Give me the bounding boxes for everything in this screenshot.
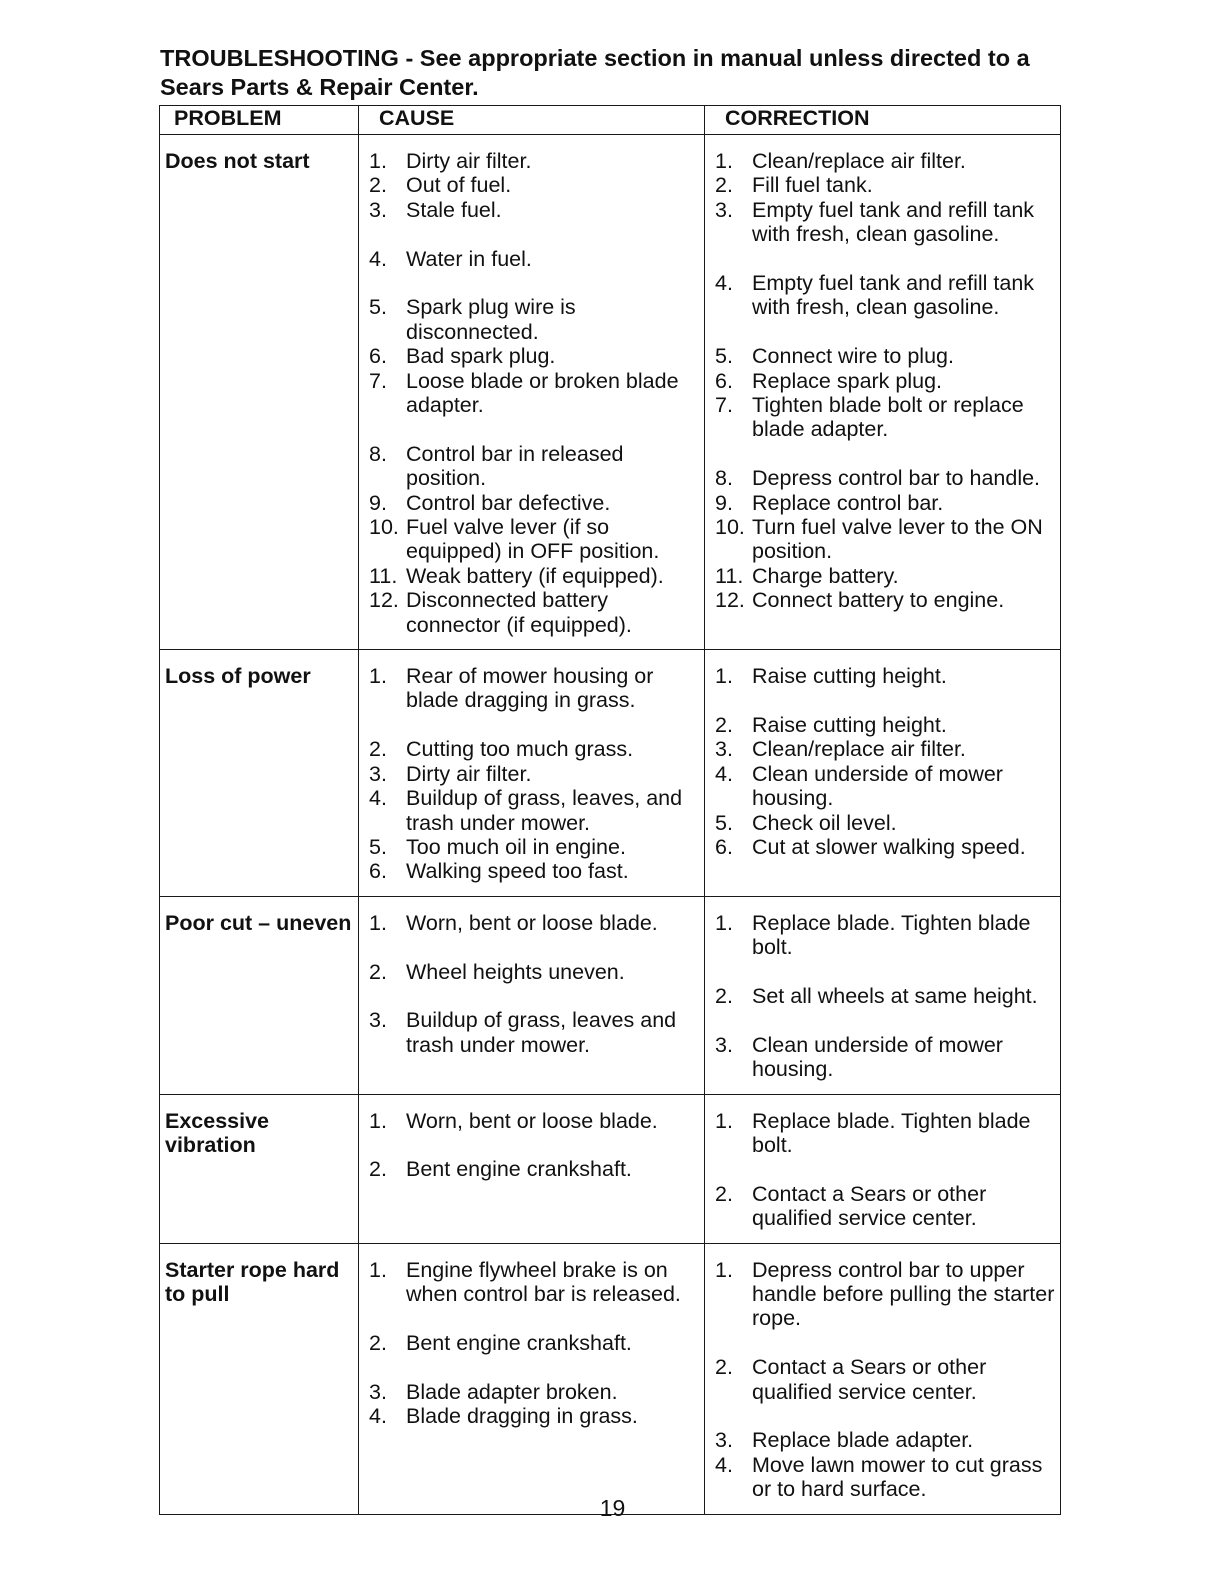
- correction-item: [715, 664, 1056, 688]
- item-number: 2.: [369, 737, 387, 762]
- cause-item: [369, 859, 700, 883]
- item-text: Replace blade adapter.: [752, 1428, 974, 1453]
- item-number: 3.: [369, 1379, 387, 1404]
- cause-cell: [359, 650, 705, 897]
- correction-item: [715, 369, 1056, 393]
- correction-item: [715, 811, 1056, 835]
- item-number: 3.: [715, 1032, 733, 1057]
- cause-item: [369, 295, 700, 344]
- item-number: 4.: [369, 246, 387, 271]
- item-text: Connect wire to plug.: [752, 344, 954, 369]
- item-number: 6.: [369, 344, 387, 369]
- item-text: Move lawn mower to cut grass or to hard surface.: [752, 1452, 1043, 1502]
- cause-item: [369, 344, 700, 368]
- item-text: Buildup of grass, leaves, and trash under mower.: [406, 786, 683, 835]
- correction-item: [715, 1355, 1056, 1404]
- correction-cell: [705, 1243, 1061, 1514]
- cause-cell: [359, 1243, 705, 1514]
- cause-item: [369, 664, 700, 713]
- item-text: Depress control bar to upper handle before pulling the starter rope.: [752, 1257, 1055, 1331]
- cause-item: [369, 149, 700, 173]
- correction-item: [715, 491, 1056, 515]
- item-text: Engine flywheel brake is on when control bar is released.: [406, 1257, 681, 1306]
- correction-item: [715, 762, 1056, 811]
- problem-cell: Does not start: [160, 135, 359, 650]
- correction-item: [715, 198, 1056, 247]
- correction-item: [715, 173, 1056, 197]
- table-body: [160, 135, 1061, 1515]
- problem-cell: Poor cut – uneven: [160, 896, 359, 1094]
- item-text: Contact a Sears or other qualified service center.: [752, 1355, 987, 1404]
- cause-item: [369, 1380, 700, 1404]
- item-text: Blade adapter broken.: [406, 1379, 618, 1404]
- item-number: 3.: [715, 197, 733, 222]
- item-number: 9.: [369, 490, 387, 515]
- item-number: 2.: [369, 1157, 387, 1182]
- cause-item: [369, 564, 700, 588]
- item-text: Control bar defective.: [406, 490, 611, 515]
- correction-item: [715, 1258, 1056, 1331]
- item-text: Raise cutting height.: [752, 664, 947, 689]
- item-text: Dirty air filter.: [406, 149, 532, 173]
- cause-item: [369, 1404, 700, 1428]
- correction-item: [715, 393, 1056, 442]
- item-number: 2.: [715, 173, 733, 198]
- item-number: 12.: [369, 588, 399, 613]
- item-number: 1.: [369, 1108, 387, 1133]
- page-number: 19: [599, 1495, 626, 1521]
- header-correction: CORRECTION: [705, 106, 1061, 135]
- item-number: 10.: [715, 515, 745, 540]
- item-number: 4.: [369, 786, 387, 811]
- item-number: 2.: [715, 1355, 733, 1380]
- item-text: Spark plug wire is disconnected.: [406, 295, 576, 344]
- item-number: 2.: [369, 1330, 387, 1355]
- cause-item: [369, 515, 700, 564]
- item-text: Replace blade. Tighten blade bolt.: [752, 910, 1031, 960]
- cause-item: [369, 491, 700, 515]
- item-text: Cut at slower walking speed.: [752, 834, 1026, 859]
- table-header-row: [160, 106, 1061, 135]
- correction-item: [715, 344, 1056, 368]
- item-text: Charge battery.: [752, 563, 899, 588]
- item-text: Contact a Sears or other qualified service center.: [752, 1181, 987, 1231]
- cause-item: [369, 369, 700, 418]
- correction-item: [715, 588, 1056, 612]
- correction-item: [715, 737, 1056, 761]
- item-number: 5.: [369, 834, 387, 859]
- item-text: Clean/replace air filter.: [752, 737, 966, 762]
- item-number: 1.: [715, 1108, 733, 1133]
- problem-cell: Excessive vibration: [160, 1094, 359, 1243]
- item-number: 10.: [369, 515, 399, 540]
- item-text: Out of fuel.: [406, 173, 512, 198]
- cause-item: [369, 1331, 700, 1355]
- cause-item: [369, 786, 700, 835]
- troubleshooting-table: [159, 105, 1061, 1515]
- correction-cell: [705, 135, 1061, 650]
- correction-item: [715, 911, 1056, 960]
- item-text: Too much oil in engine.: [406, 834, 626, 859]
- item-number: 4.: [715, 1452, 733, 1477]
- item-text: Wheel heights uneven.: [406, 959, 625, 984]
- cause-item: [369, 1008, 700, 1057]
- item-number: 6.: [369, 859, 387, 884]
- item-number: 1.: [715, 664, 733, 689]
- correction-cell: [705, 650, 1061, 897]
- item-text: Replace spark plug.: [752, 368, 943, 393]
- item-text: Turn fuel valve lever to the ON position.: [752, 515, 1043, 564]
- item-number: 2.: [715, 983, 733, 1008]
- item-number: 5.: [715, 810, 733, 835]
- item-text: Disconnected battery connector (if equipped).: [406, 588, 632, 637]
- item-number: 6.: [715, 834, 733, 859]
- item-text: Bent engine crankshaft.: [406, 1330, 632, 1355]
- cause-item: [369, 1109, 700, 1133]
- item-text: Weak battery (if equipped).: [406, 563, 664, 588]
- correction-item: [715, 1109, 1056, 1158]
- correction-item: [715, 1033, 1056, 1082]
- cause-item: [369, 1157, 700, 1181]
- item-text: Worn, bent or loose blade.: [406, 1108, 658, 1133]
- item-number: 7.: [369, 368, 387, 393]
- item-text: Clean underside of mower housing.: [752, 761, 1003, 811]
- item-text: Dirty air filter.: [406, 761, 532, 786]
- item-text: Bad spark plug.: [406, 344, 556, 369]
- item-text: Cutting too much grass.: [406, 737, 634, 762]
- correction-cell: [705, 896, 1061, 1094]
- correction-item: [715, 984, 1056, 1008]
- cause-item: [369, 835, 700, 859]
- cause-cell: [359, 1094, 705, 1243]
- item-text: Walking speed too fast.: [406, 859, 629, 884]
- correction-item: [715, 271, 1056, 320]
- item-text: Tighten blade bolt or replace blade adapter.: [752, 393, 1024, 442]
- cause-item: [369, 737, 700, 761]
- cause-item: [369, 960, 700, 984]
- header-cause: CAUSE: [359, 106, 705, 135]
- cause-cell: [359, 135, 705, 650]
- cause-item: [369, 247, 700, 271]
- item-text: Empty fuel tank and refill tank with fresh, clean gasoline.: [752, 197, 1035, 247]
- item-number: 1.: [369, 1257, 387, 1282]
- item-number: 2.: [369, 173, 387, 198]
- item-number: 3.: [369, 761, 387, 786]
- item-number: 11.: [715, 563, 744, 588]
- item-number: 2.: [715, 712, 733, 737]
- item-number: 5.: [715, 344, 733, 369]
- item-number: 1.: [715, 910, 733, 935]
- item-text: Connect battery to engine.: [752, 588, 1005, 613]
- item-text: Clean underside of mower housing.: [752, 1032, 1003, 1082]
- correction-item: [715, 564, 1056, 588]
- item-number: 11.: [369, 563, 398, 588]
- item-number: 4.: [715, 761, 733, 786]
- cause-cell: [359, 896, 705, 1094]
- item-number: 6.: [715, 368, 733, 393]
- item-text: Set all wheels at same height.: [752, 983, 1038, 1008]
- item-number: 12.: [715, 588, 745, 613]
- correction-cell: [705, 1094, 1061, 1243]
- item-text: Blade dragging in grass.: [406, 1403, 638, 1428]
- item-number: 9.: [715, 490, 733, 515]
- cause-item: [369, 1258, 700, 1307]
- item-number: 2.: [369, 959, 387, 984]
- item-text: Rear of mower housing or blade dragging in grass.: [406, 664, 654, 713]
- item-text: Control bar in released position.: [406, 441, 624, 491]
- correction-item: [715, 515, 1056, 564]
- item-number: 7.: [715, 393, 733, 418]
- item-text: Worn, bent or loose blade.: [406, 910, 658, 935]
- table-row: [160, 1243, 1061, 1514]
- item-text: Stale fuel.: [406, 197, 502, 222]
- page-title: TROUBLESHOOTING - See appropriate section in manual unless directed to a Sears Parts & Repair Center.: [160, 45, 1030, 100]
- correction-item: [715, 149, 1056, 173]
- item-text: Water in fuel.: [406, 246, 532, 271]
- correction-item: [715, 1182, 1056, 1231]
- item-number: 3.: [369, 1008, 387, 1033]
- item-text: Raise cutting height.: [752, 712, 947, 737]
- problem-cell: Starter rope hard to pull: [160, 1243, 359, 1514]
- item-text: Empty fuel tank and refill tank with fresh, clean gasoline.: [752, 271, 1035, 320]
- item-text: Replace blade. Tighten blade bolt.: [752, 1108, 1031, 1157]
- item-text: Check oil level.: [752, 810, 897, 835]
- cause-item: [369, 588, 700, 637]
- item-text: Fill fuel tank.: [752, 173, 873, 198]
- cause-item: [369, 442, 700, 491]
- item-text: Fuel valve lever (if so equipped) in OFF position.: [406, 515, 660, 564]
- item-number: 8.: [369, 441, 387, 466]
- correction-item: [715, 713, 1056, 737]
- cause-item: [369, 911, 700, 935]
- correction-item: [715, 1428, 1056, 1452]
- item-text: Bent engine crankshaft.: [406, 1157, 632, 1182]
- item-text: Buildup of grass, leaves and trash under mower.: [406, 1008, 677, 1057]
- item-number: 5.: [369, 295, 387, 320]
- cause-item: [369, 762, 700, 786]
- item-text: Depress control bar to handle.: [752, 466, 1041, 491]
- item-number: 3.: [715, 1428, 733, 1453]
- table-row: [160, 650, 1061, 897]
- item-number: 8.: [715, 466, 733, 491]
- header-problem: PROBLEM: [160, 106, 359, 135]
- correction-item: [715, 835, 1056, 859]
- item-text: Clean/replace air filter.: [752, 149, 966, 173]
- item-number: 3.: [369, 197, 387, 222]
- item-number: 1.: [369, 664, 387, 689]
- problem-cell: Loss of power: [160, 650, 359, 897]
- cause-item: [369, 198, 700, 222]
- item-number: 2.: [715, 1181, 733, 1206]
- item-text: Replace control bar.: [752, 490, 944, 515]
- item-text: Loose blade or broken blade adapter.: [406, 368, 679, 418]
- item-number: 4.: [369, 1403, 387, 1428]
- item-number: 1.: [369, 910, 387, 935]
- table-row: [160, 896, 1061, 1094]
- table-row: [160, 135, 1061, 650]
- cause-item: [369, 173, 700, 197]
- table-row: [160, 1094, 1061, 1243]
- item-number: 1.: [369, 149, 387, 173]
- correction-item: [715, 466, 1056, 490]
- item-number: 1.: [715, 149, 733, 173]
- item-number: 3.: [715, 737, 733, 762]
- item-number: 4.: [715, 271, 733, 296]
- item-number: 1.: [715, 1257, 733, 1282]
